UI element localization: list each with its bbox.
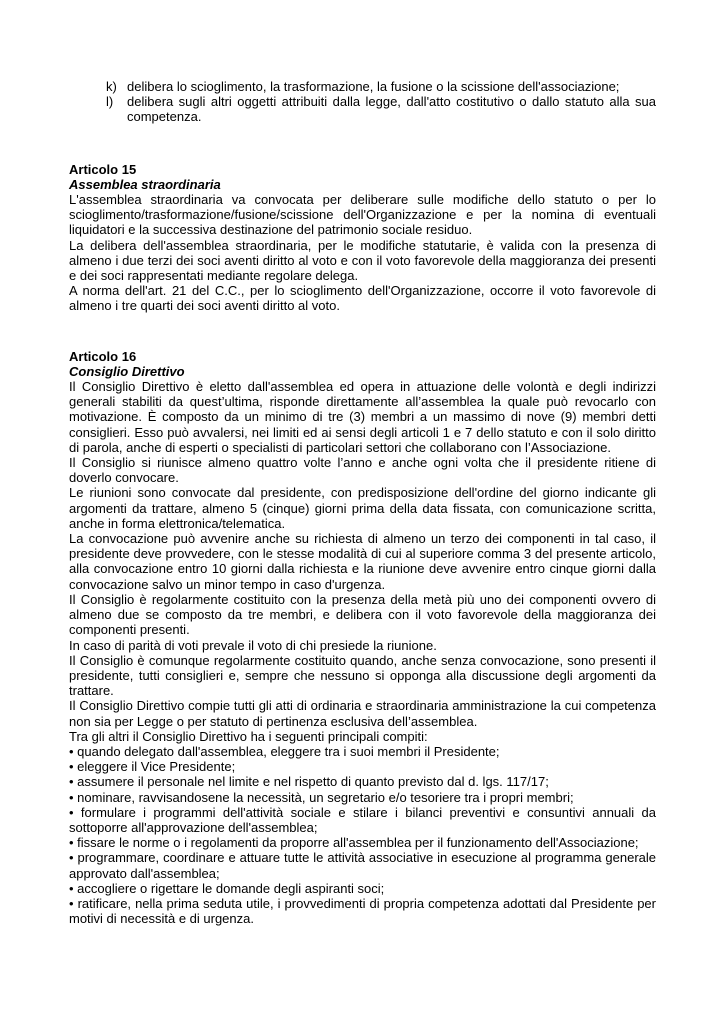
list-marker: l)	[106, 94, 114, 110]
bullet-item: • accogliere o rigettare le domande degli aspiranti soci;	[69, 880, 385, 896]
paragraph: In caso di parità di voti prevale il voto di chi presiede la riunione.	[69, 637, 437, 653]
paragraph: A norma dell'art. 21 del C.C., per lo scioglimento dell'Organizzazione, occorre il voto favorevole di almeno i tre quarti dei soci aventi diritto al voto.	[69, 283, 656, 314]
article-15	[69, 162, 656, 314]
spacer	[69, 125, 656, 162]
article-title: Articolo 16	[69, 348, 137, 364]
bullet-item: • formulare i programmi dell'attività sociale e stilare i bilanci preventivi e consuntivi annuali da sottoporre all'approvazione dell'assemblea;	[69, 804, 656, 835]
list-item	[69, 79, 656, 94]
bullet-item: • assumere il personale nel limite e nel rispetto di quanto previsto dal d. lgs. 117/17;	[69, 774, 549, 790]
bullet-item: • fissare le norme o i regolamenti da proporre all'assemblea per il funzionamento dell'Associazione;	[69, 835, 639, 851]
bullet-item: • programmare, coordinare e attuare tutte le attività associative in esecuzione al programma generale approvato dall'assemblea;	[69, 850, 656, 881]
paragraph: Il Consiglio è comunque regolarmente costituito quando, anche senza convocazione, sono presenti il presidente, tutti consiglieri e, sempre che nessuno si opponga alla discussione degli argomenti da trattare.	[69, 652, 656, 699]
intro-list	[69, 79, 656, 125]
spacer	[69, 314, 656, 349]
paragraph: Tra gli altri il Consiglio Direttivo ha i seguenti principali compiti:	[69, 728, 428, 744]
paragraph: Il Consiglio Direttivo compie tutti gli atti di ordinaria e straordinaria amministrazione la cui competenza non sia per Legge o per statuto di pertinenza esclusiva dell’assemblea.	[69, 698, 656, 729]
paragraph: Il Consiglio è regolarmente costituito con la presenza della metà più uno dei componenti ovvero di almeno due se composto da tre membri, e delibera con il voto favorevole della maggioranza dei componenti presenti.	[69, 591, 656, 638]
document-body	[69, 79, 656, 926]
list-marker: k)	[106, 79, 117, 94]
bullet-item: • eleggere il Vice Presidente;	[69, 759, 236, 775]
paragraph: Il Consiglio si riunisce almeno quattro volte l’anno e anche ogni volta che il presidente ritiene di doverlo convocare.	[69, 455, 656, 486]
list-item-text: delibera lo scioglimento, la trasformazione, la fusione o la scissione dell'associazione;	[127, 79, 620, 94]
list-item-text: delibera sugli altri oggetti attribuiti dalla legge, dall'atto costitutivo o dallo statuto alla sua competenza.	[127, 94, 656, 125]
paragraph: L'assemblea straordinaria va convocata per deliberare sulle modifiche dello statuto o per lo scioglimento/trasformazione/fusione/scissione dell'Organizzazione e per la nomina di eventuali liquidatori e la successiva destinazione del patrimonio sociale residuo.	[69, 192, 656, 238]
list-item	[69, 94, 656, 124]
article-subtitle: Consiglio Direttivo	[69, 363, 185, 379]
article-16	[69, 349, 656, 927]
paragraph: La delibera dell'assemblea straordinaria, per le modifiche statutarie, è valida con la presenza di almeno i due terzi dei soci aventi diritto al voto e con il voto favorevole della maggioranza dei presenti e dei soci rappresentati mediante regolare delega.	[69, 237, 656, 284]
bullet-item: • nominare, ravvisandosene la necessità, un segretario e/o tesoriere tra i propri membri;	[69, 789, 574, 805]
article-subtitle: Assemblea straordinaria	[69, 176, 221, 192]
paragraph: Le riunioni sono convocate dal presidente, con predisposizione dell'ordine del giorno indicante gli argomenti da trattare, almeno 5 (cinque) giorni prima della data fissata, con comunicazione scritta, anche in forma elettronica/telematica.	[69, 485, 656, 531]
paragraph: Il Consiglio Direttivo è eletto dall'assemblea ed opera in attuazione delle volontà e degli indirizzi generali stabiliti da quest’ultima, risponde direttamente all’assemblea la quale può revocarlo con motivazione. È composto da un minimo di tre (3) membri a un massimo di nove (9) membri detti consiglieri. Esso può avvalersi, nei limiti ed ai sensi degli articoli 1 e 7 dello statuto e con il solo diritto di parola, anche di esperti o specialisti di particolari settori che collaborano con l’Associazione.	[69, 379, 656, 455]
paragraph: La convocazione può avvenire anche su richiesta di almeno un terzo dei componenti in tal caso, il presidente deve provvedere, con le stesse modalità di cui al superiore comma 3 del presente articolo, alla convocazione entro 10 giorni dalla richiesta e la riunione deve avvenire entro cinque giorni dalla convocazione salvo un minor tempo in caso d'urgenza.	[69, 531, 656, 592]
bullet-item: • ratificare, nella prima seduta utile, i provvedimenti di propria competenza adottati dal Presidente per motivi di necessità e di urgenza.	[69, 895, 656, 927]
duties-list	[69, 744, 656, 926]
article-title: Articolo 15	[69, 161, 137, 177]
bullet-item: • quando delegato dall'assemblea, eleggere tra i suoi membri il Presidente;	[69, 743, 500, 759]
